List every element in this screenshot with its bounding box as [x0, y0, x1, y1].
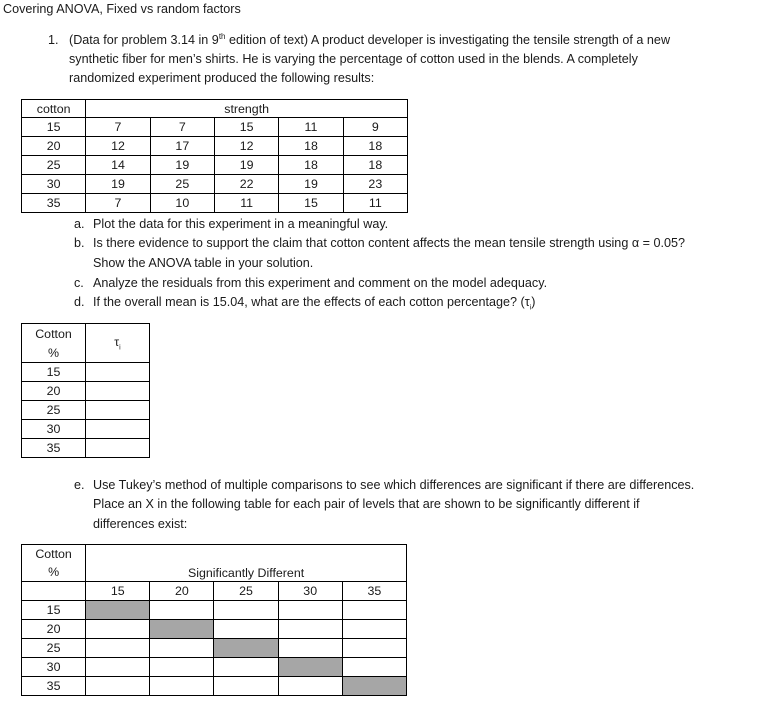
- tukey-answer-cell[interactable]: [278, 601, 342, 620]
- tukey-answer-cell[interactable]: [278, 639, 342, 658]
- question-a-text: Plot the data for this experiment in a meaningful way.: [93, 217, 389, 231]
- cotton-level-cell: 30: [22, 175, 86, 194]
- tukey-answer-cell[interactable]: [278, 620, 342, 639]
- cotton-level-cell: 25: [22, 156, 86, 175]
- question-c-letter: c.: [74, 276, 84, 290]
- effects-cotton-header: Cotton: [22, 324, 86, 344]
- tukey-column-header: 20: [150, 582, 214, 601]
- question-e-letter: e.: [74, 478, 85, 492]
- tukey-answer-cell[interactable]: [214, 658, 278, 677]
- data-row: [22, 175, 408, 194]
- effects-level-cell: 25: [22, 401, 86, 420]
- tukey-answer-cell[interactable]: [86, 639, 150, 658]
- tukey-answer-cell[interactable]: [342, 620, 406, 639]
- tukey-row-label: 25: [22, 639, 86, 658]
- effects-row: [22, 420, 150, 439]
- tukey-answer-cell[interactable]: [214, 677, 278, 696]
- tukey-column-header: 15: [86, 582, 150, 601]
- tukey-answer-cell[interactable]: [342, 639, 406, 658]
- strength-group-header: strength: [86, 100, 408, 118]
- data-row: [22, 137, 408, 156]
- strength-cell: 19: [214, 156, 278, 175]
- problem-line-1: (Data for problem 3.14 in 9th edition of text) A product developer is investigating the tensile strength of a new: [69, 31, 671, 47]
- tukey-row-label: 35: [22, 677, 86, 696]
- question-e-text-3: differences exist:: [93, 517, 188, 531]
- tukey-answer-cell[interactable]: [150, 601, 214, 620]
- tukey-percent-header: %: [22, 564, 86, 582]
- data-table: [21, 99, 408, 213]
- tukey-diagonal-cell: [86, 601, 150, 620]
- tukey-row-label: 15: [22, 601, 86, 620]
- question-b-letter: b.: [74, 236, 85, 250]
- question-a-letter: a.: [74, 217, 85, 231]
- tukey-cotton-header: Cotton: [22, 545, 86, 564]
- question-d-letter: d.: [74, 295, 85, 309]
- strength-cell: 7: [86, 118, 150, 137]
- question-c-text: Analyze the residuals from this experiment and comment on the model adequacy.: [93, 276, 548, 290]
- question-b-text: Is there evidence to support the claim that cotton content affects the mean tensile strength using α = 0.05?: [93, 236, 685, 250]
- strength-cell: 18: [343, 137, 407, 156]
- strength-cell: 22: [214, 175, 278, 194]
- tukey-row: [22, 639, 407, 658]
- data-row: [22, 156, 408, 175]
- strength-cell: 12: [214, 137, 278, 156]
- strength-cell: 7: [86, 194, 150, 213]
- effects-percent-header: %: [22, 344, 86, 363]
- tukey-row: [22, 620, 407, 639]
- tukey-row-label: 20: [22, 620, 86, 639]
- cotton-level-cell: 35: [22, 194, 86, 213]
- strength-cell: 18: [279, 156, 343, 175]
- tukey-diagonal-cell: [278, 658, 342, 677]
- tukey-answer-cell[interactable]: [150, 677, 214, 696]
- tukey-corner-cell: [22, 582, 86, 601]
- tukey-diagonal-cell: [342, 677, 406, 696]
- effects-level-cell: 30: [22, 420, 86, 439]
- problem-line-3: randomized experiment produced the following results:: [69, 71, 375, 85]
- effects-level-cell: 15: [22, 363, 86, 382]
- effects-level-cell: 35: [22, 439, 86, 458]
- cotton-level-cell: 15: [22, 118, 86, 137]
- strength-cell: 19: [279, 175, 343, 194]
- strength-cell: 11: [279, 118, 343, 137]
- tukey-row: [22, 658, 407, 677]
- tukey-row: [22, 601, 407, 620]
- strength-cell: 15: [279, 194, 343, 213]
- effects-level-cell: 20: [22, 382, 86, 401]
- page-title: Covering ANOVA, Fixed vs random factors: [3, 2, 241, 16]
- strength-cell: 18: [279, 137, 343, 156]
- strength-cell: 19: [150, 156, 214, 175]
- strength-cell: 15: [214, 118, 278, 137]
- tukey-row: [22, 677, 407, 696]
- strength-cell: 18: [343, 156, 407, 175]
- strength-cell: 19: [86, 175, 150, 194]
- tukey-answer-cell[interactable]: [86, 658, 150, 677]
- cotton-column-header: cotton: [22, 100, 86, 118]
- question-e-text: Use Tukey’s method of multiple comparisons to see which differences are significant if there are differences.: [93, 478, 695, 492]
- tukey-answer-cell[interactable]: [342, 658, 406, 677]
- problem-number: 1.: [48, 33, 59, 47]
- effect-answer-cell[interactable]: [86, 382, 150, 401]
- question-e-text-2: Place an X in the following table for each pair of levels that are shown to be significantly different if: [93, 497, 640, 511]
- tau-header: $\tau_i$: [86, 324, 150, 363]
- tukey-diagonal-cell: [214, 639, 278, 658]
- strength-cell: 11: [214, 194, 278, 213]
- tukey-answer-cell[interactable]: [342, 601, 406, 620]
- effects-row: [22, 382, 150, 401]
- strength-cell: 10: [150, 194, 214, 213]
- tukey-column-header: 25: [214, 582, 278, 601]
- effect-answer-cell[interactable]: [86, 439, 150, 458]
- data-row: [22, 194, 408, 213]
- strength-cell: 17: [150, 137, 214, 156]
- significantly-different-header: Significantly Different: [86, 545, 407, 582]
- tukey-column-header: 30: [278, 582, 342, 601]
- strength-cell: 25: [150, 175, 214, 194]
- effect-answer-cell[interactable]: [86, 363, 150, 382]
- tukey-row-label: 30: [22, 658, 86, 677]
- tukey-column-header-row: [22, 582, 407, 601]
- tukey-answer-cell[interactable]: [150, 639, 214, 658]
- strength-cell: 7: [150, 118, 214, 137]
- strength-cell: 11: [343, 194, 407, 213]
- strength-cell: 9: [343, 118, 407, 137]
- problem-line-2: synthetic fiber for men’s shirts. He is varying the percentage of cotton used in the blends. A completely: [69, 52, 638, 66]
- tukey-table: [21, 544, 407, 696]
- tukey-diagonal-cell: [150, 620, 214, 639]
- effects-row: [22, 401, 150, 420]
- effect-answer-cell[interactable]: [86, 401, 150, 420]
- strength-cell: 23: [343, 175, 407, 194]
- question-d-text: If the overall mean is 15.04, what are the effects of each cotton percentage? $(\tau_i)$: [93, 295, 536, 312]
- tukey-answer-cell[interactable]: [214, 620, 278, 639]
- effects-row: [22, 363, 150, 382]
- effects-row: [22, 439, 150, 458]
- tukey-answer-cell[interactable]: [150, 658, 214, 677]
- question-b-text-2: Show the ANOVA table in your solution.: [93, 256, 314, 270]
- tukey-answer-cell[interactable]: [214, 601, 278, 620]
- cotton-level-cell: 20: [22, 137, 86, 156]
- strength-cell: 12: [86, 137, 150, 156]
- effects-table: [21, 323, 150, 458]
- tukey-answer-cell[interactable]: [86, 620, 150, 639]
- tukey-column-header: 35: [342, 582, 406, 601]
- data-row: [22, 118, 408, 137]
- effect-answer-cell[interactable]: [86, 420, 150, 439]
- tukey-answer-cell[interactable]: [86, 677, 150, 696]
- strength-cell: 14: [86, 156, 150, 175]
- tukey-answer-cell[interactable]: [278, 677, 342, 696]
